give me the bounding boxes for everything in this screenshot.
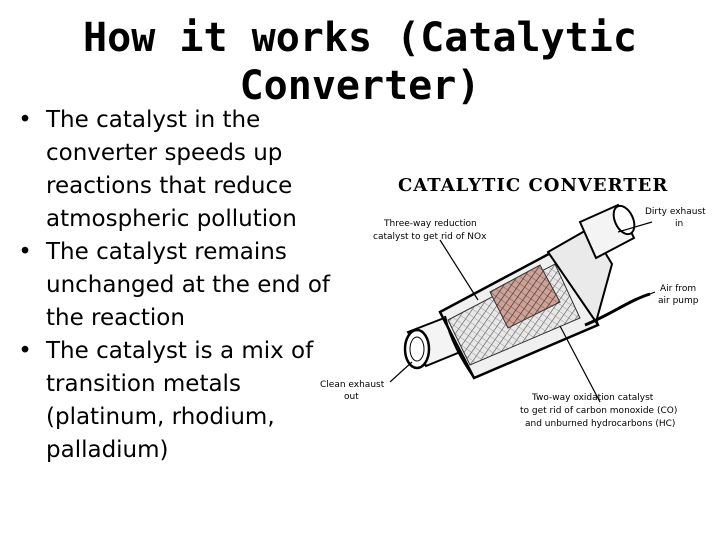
bullet-marker: • [18,107,32,133]
label-dirty-line-1: Dirty exhaust [645,207,706,217]
bullet-item [14,236,334,335]
label-two-way-line-3: and unburned hydrocarbons (HC) [525,419,676,429]
slide-title [60,14,660,110]
label-two-way-line-2: to get rid of carbon monoxide (CO) [520,406,678,416]
bullet-marker: • [18,239,32,265]
label-air-line-2: air pump [658,296,699,306]
bullet-text: The catalyst is a mix of transition metals (platinum, rhodium, palladium) [46,338,314,463]
catalytic-converter-figure [315,168,720,440]
label-air-line-1: Air from [660,284,697,294]
bullet-item [14,335,334,467]
bullet-marker: • [18,338,32,364]
bullet-list [14,104,334,467]
label-three-way-line-2: catalyst to get rid of NOx [373,232,487,242]
label-dirty-line-2: in [675,219,684,229]
label-clean-line-1: Clean exhaust [320,380,385,390]
slide-title-line-1: How it works (Catalytic [83,15,637,61]
bullet-item [14,104,334,236]
figure-heading: CATALYTIC CONVERTER [398,175,669,196]
bullet-text: The catalyst remains unchanged at the end of the reaction [46,239,330,331]
label-clean-line-2: out [344,392,359,402]
label-three-way-line-1: Three-way reduction [384,219,477,229]
label-two-way-line-1: Two-way oxidation catalyst [532,393,654,403]
slide-title-line-2: Converter) [239,63,481,109]
bullet-text: The catalyst in the converter speeds up reactions that reduce atmospheric pollution [46,107,297,232]
